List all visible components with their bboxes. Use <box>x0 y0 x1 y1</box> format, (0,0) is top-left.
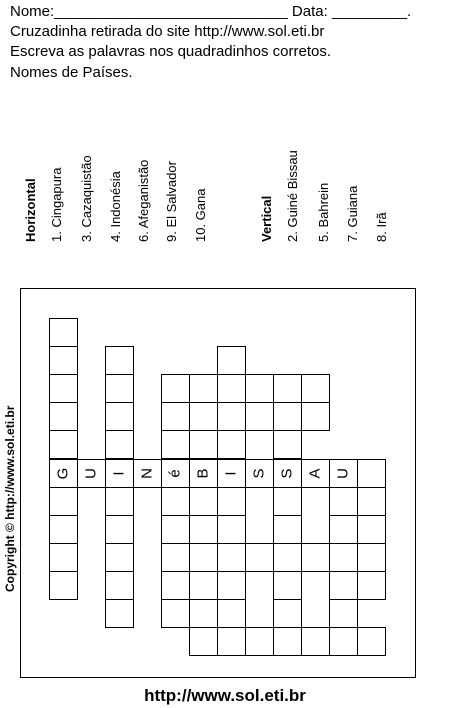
cell-letter: G <box>54 467 72 479</box>
clue-vertical-8: 8. Irã <box>374 212 389 242</box>
crossword-cell[interactable] <box>105 402 134 431</box>
clue-vertical-7: 7. Guiana <box>345 185 360 242</box>
crossword-cell[interactable] <box>329 599 358 628</box>
crossword-cell[interactable] <box>301 627 330 656</box>
crossword-cell[interactable] <box>49 318 78 347</box>
crossword-cell[interactable] <box>301 402 330 431</box>
topic-line: Nomes de Países. <box>10 64 133 81</box>
crossword-cell[interactable] <box>189 571 218 600</box>
crossword-cell[interactable] <box>189 515 218 544</box>
side-copyright: Copyright © http://www.sol.eti.br <box>3 405 17 592</box>
crossword-cell[interactable] <box>273 627 302 656</box>
crossword-cell[interactable] <box>357 515 386 544</box>
vertical-heading: Vertical <box>259 195 274 242</box>
crossword-cell[interactable] <box>273 430 302 459</box>
crossword-cell[interactable] <box>105 571 134 600</box>
crossword-cell[interactable] <box>217 346 246 375</box>
clue-horizontal-6: 6. Afeganistão <box>136 159 151 242</box>
crossword-cell[interactable] <box>273 543 302 572</box>
crossword-cell[interactable] <box>49 515 78 544</box>
cell-letter: N <box>138 467 156 479</box>
crossword-cell[interactable] <box>217 515 246 544</box>
crossword-cell[interactable] <box>105 599 134 628</box>
crossword-cell[interactable] <box>105 487 134 516</box>
footer-url: http://www.sol.eti.br <box>144 686 306 705</box>
crossword-cell[interactable] <box>273 402 302 431</box>
crossword-cell[interactable] <box>49 346 78 375</box>
cell-letter: é <box>166 468 184 478</box>
clue-horizontal-9: 9. El Salvador <box>164 161 179 242</box>
crossword-cell[interactable] <box>329 627 358 656</box>
crossword-cell[interactable] <box>273 599 302 628</box>
crossword-cell[interactable] <box>245 627 274 656</box>
crossword-cell[interactable] <box>161 515 190 544</box>
crossword-cell[interactable] <box>189 402 218 431</box>
crossword-cell[interactable] <box>161 571 190 600</box>
crossword-cell[interactable] <box>161 374 190 403</box>
crossword-cell[interactable] <box>245 374 274 403</box>
crossword-cell[interactable] <box>161 543 190 572</box>
crossword-cell[interactable] <box>245 543 274 572</box>
crossword-cell[interactable] <box>357 543 386 572</box>
clue-horizontal-10: 10. Gana <box>193 188 208 242</box>
crossword-cell[interactable] <box>49 543 78 572</box>
crossword-cell[interactable] <box>357 487 386 516</box>
crossword-cell[interactable] <box>49 402 78 431</box>
cell-letter: I <box>222 470 240 476</box>
crossword-cell[interactable] <box>189 430 218 459</box>
crossword-cell[interactable] <box>217 571 246 600</box>
cell-letter: I <box>110 470 128 476</box>
crossword-cell[interactable] <box>217 487 246 516</box>
crossword-cell[interactable] <box>161 430 190 459</box>
clue-list <box>20 122 389 242</box>
cell-letter: S <box>278 468 296 479</box>
crossword-cell[interactable] <box>49 571 78 600</box>
crossword-cell[interactable] <box>105 430 134 459</box>
crossword-cell[interactable] <box>217 430 246 459</box>
crossword-cell[interactable] <box>357 571 386 600</box>
crossword-cell[interactable] <box>245 402 274 431</box>
crossword-cell[interactable] <box>217 599 246 628</box>
crossword-cell[interactable] <box>273 515 302 544</box>
crossword-cell[interactable] <box>105 515 134 544</box>
horizontal-heading: Horizontal <box>23 178 38 242</box>
crossword-cell[interactable] <box>189 599 218 628</box>
crossword-cell[interactable] <box>273 374 302 403</box>
crossword-cell[interactable] <box>217 402 246 431</box>
crossword-cell[interactable] <box>161 402 190 431</box>
crossword-cell[interactable] <box>357 459 386 488</box>
crossword-cell[interactable] <box>189 374 218 403</box>
crossword-cell[interactable] <box>105 374 134 403</box>
crossword-cell[interactable] <box>189 487 218 516</box>
crossword-cell[interactable] <box>217 374 246 403</box>
clue-horizontal-4: 4. Indonésia <box>108 171 123 242</box>
clue-horizontal-3: 3. Cazaquistão <box>79 155 94 242</box>
source-line: Cruzadinha retirada do site http://www.sol.eti.br <box>10 23 325 40</box>
crossword-cell[interactable] <box>105 543 134 572</box>
clue-vertical-2: 2. Guiné Bissau <box>285 150 300 242</box>
crossword-cell[interactable] <box>357 627 386 656</box>
crossword-cell[interactable] <box>301 543 330 572</box>
crossword-cell[interactable] <box>217 543 246 572</box>
crossword-cell[interactable] <box>217 627 246 656</box>
crossword-cell[interactable] <box>273 571 302 600</box>
cell-letter: S <box>250 468 268 479</box>
crossword-cell[interactable] <box>105 346 134 375</box>
crossword-cell[interactable] <box>301 374 330 403</box>
crossword-cell[interactable] <box>49 430 78 459</box>
name-date-line: Nome:____________________________ Data: _________. <box>10 3 412 20</box>
cell-letter: B <box>194 468 212 479</box>
crossword-cell[interactable] <box>329 515 358 544</box>
crossword-cell[interactable] <box>189 627 218 656</box>
crossword-cell[interactable] <box>49 487 78 516</box>
crossword-cell[interactable] <box>329 571 358 600</box>
crossword-cell[interactable] <box>161 599 190 628</box>
crossword-cell[interactable] <box>273 487 302 516</box>
cell-letter: U <box>334 467 352 479</box>
instruction-line: Escreva as palavras nos quadradinhos corretos. <box>10 43 332 60</box>
crossword-cell[interactable] <box>161 487 190 516</box>
cell-letter: A <box>306 468 324 479</box>
crossword-cell[interactable] <box>329 487 358 516</box>
crossword-cell[interactable] <box>329 543 358 572</box>
cell-letter: U <box>82 467 100 479</box>
crossword-cell[interactable] <box>189 543 218 572</box>
clue-vertical-5: 5. Bahrein <box>316 182 331 242</box>
clue-horizontal-1: 1. Cingapura <box>49 167 64 242</box>
crossword-cell[interactable] <box>49 374 78 403</box>
